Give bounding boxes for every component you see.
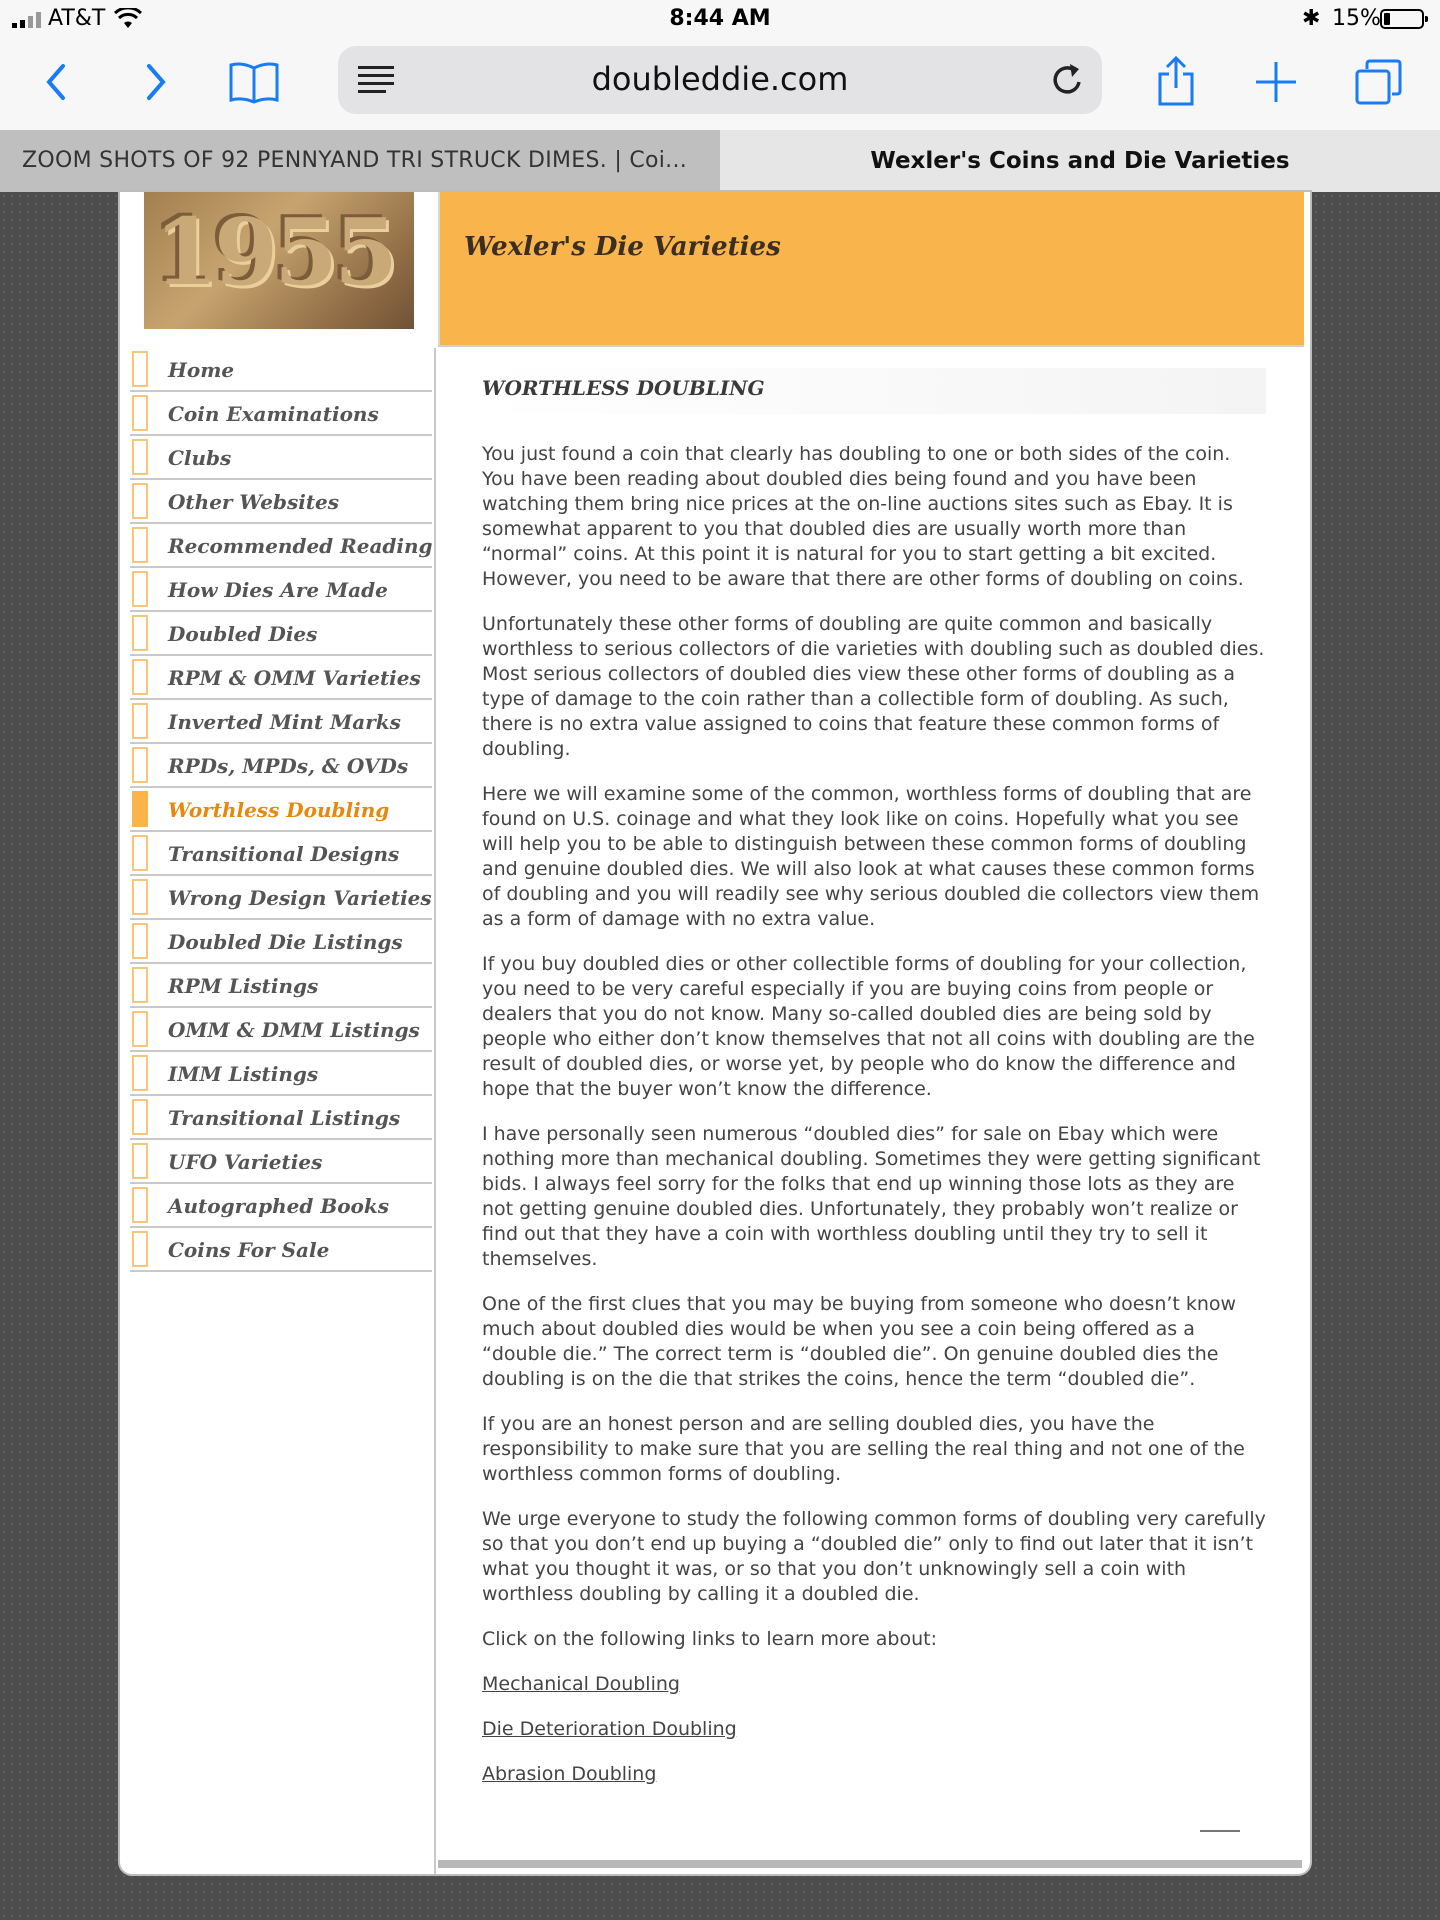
article bbox=[482, 368, 1266, 1807]
nav-marker bbox=[132, 1143, 148, 1179]
sidebar-item-clubs[interactable] bbox=[130, 436, 432, 480]
sidebar-item-coins-for-sale[interactable] bbox=[130, 1228, 432, 1272]
sidebar-item-ufo-varieties[interactable] bbox=[130, 1140, 432, 1184]
nav-marker bbox=[132, 571, 148, 607]
scroll-indicator bbox=[1200, 1818, 1240, 1832]
page-title: WORTHLESS DOUBLING bbox=[482, 368, 1266, 414]
logo-coin-image[interactable] bbox=[144, 192, 414, 329]
logo-text: 1955 bbox=[154, 198, 395, 306]
bookmarks-icon[interactable] bbox=[226, 54, 282, 110]
carrier-label: AT&T bbox=[48, 6, 106, 31]
sidebar-item-transitional-listings[interactable] bbox=[130, 1096, 432, 1140]
sidebar-item-label: Coins For Sale bbox=[168, 1238, 330, 1262]
reload-icon[interactable] bbox=[1048, 60, 1088, 100]
share-icon[interactable] bbox=[1148, 54, 1204, 110]
sidebar-item-worthless-doubling[interactable] bbox=[130, 788, 432, 832]
tab-zoom-shots[interactable] bbox=[0, 130, 720, 192]
sidebar-item-rpm-omm-varieties[interactable] bbox=[130, 656, 432, 700]
sidebar-item-doubled-dies[interactable] bbox=[130, 612, 432, 656]
sidebar-item-inverted-mint-marks[interactable] bbox=[130, 700, 432, 744]
sidebar-item-label: IMM Listings bbox=[168, 1062, 319, 1086]
sidebar-item-imm-listings[interactable] bbox=[130, 1052, 432, 1096]
nav-marker bbox=[132, 923, 148, 959]
nav-marker bbox=[132, 835, 148, 871]
nav-marker bbox=[132, 1187, 148, 1223]
nav-marker bbox=[132, 1231, 148, 1267]
sidebar-item-coin-examinations[interactable] bbox=[130, 392, 432, 436]
sidebar-item-label: Doubled Dies bbox=[168, 622, 318, 646]
article-links bbox=[482, 1672, 1266, 1787]
nav-marker bbox=[132, 747, 148, 783]
battery-icon bbox=[1380, 9, 1424, 29]
address-bar[interactable] bbox=[338, 46, 1102, 114]
nav-marker bbox=[132, 483, 148, 519]
sidebar-item-omm-dmm-listings[interactable] bbox=[130, 1008, 432, 1052]
tabs-icon[interactable] bbox=[1350, 54, 1406, 110]
bluetooth-icon: ✱ bbox=[1302, 6, 1321, 31]
sidebar-item-label: Worthless Doubling bbox=[168, 798, 390, 822]
sidebar-item-wrong-design-varieties[interactable] bbox=[130, 876, 432, 920]
paragraph: One of the first clues that you may be buying from someone who doesn’t know much about doubled dies would be when you see a coin being offered as a “double die.” The correct term is “doubled die”. On genuine doubled dies the doubling is on the die that strikes the coins, hence the term “doubled die”. bbox=[482, 1293, 1237, 1390]
nav-marker bbox=[132, 879, 148, 915]
sidebar-item-label: Autographed Books bbox=[168, 1194, 390, 1218]
sidebar-item-label: Transitional Listings bbox=[168, 1106, 401, 1130]
sidebar-item-label: Doubled Die Listings bbox=[168, 930, 403, 954]
sidebar-item-rpm-listings[interactable] bbox=[130, 964, 432, 1008]
nav-marker bbox=[132, 439, 148, 475]
paragraph: Unfortunately these other forms of doubling are quite common and basically worthless to serious collectors of die varieties with doubling such as doubled dies. Most serious collectors of doubled dies view these other forms of doubling as a type of damage to the coin rather than a collectible form of doubling. As such, there is no extra value assigned to coins that feature these common forms of doubling. bbox=[482, 613, 1265, 760]
article-link[interactable]: Mechanical Doubling bbox=[482, 1673, 680, 1695]
paragraph: We urge everyone to study the following common forms of doubling very carefully so that you don’t end up buying a “doubled die” only to find out later that it isn’t what you thought it was, or so that you don’t unknowingly sell a coin with worthless doubling by calling it a doubled die. bbox=[482, 1508, 1266, 1605]
sidebar-item-label: RPM & OMM Varieties bbox=[168, 666, 421, 690]
clock: 8:44 AM bbox=[669, 6, 771, 31]
sidebar-nav bbox=[130, 348, 432, 1272]
nav-marker bbox=[132, 1011, 148, 1047]
sidebar-item-label: RPDs, MPDs, & OVDs bbox=[168, 754, 409, 778]
sidebar-item-rpds-mpds-ovds[interactable] bbox=[130, 744, 432, 788]
sidebar-item-label: RPM Listings bbox=[168, 974, 319, 998]
battery-percentage: 15% bbox=[1332, 6, 1381, 31]
site-banner bbox=[438, 192, 1304, 347]
sidebar-item-label: How Dies Are Made bbox=[168, 578, 388, 602]
nav-marker bbox=[132, 791, 148, 827]
tab-label: ZOOM SHOTS OF 92 PENNYAND TRI STRUCK DIMES. | Coi... bbox=[22, 148, 688, 173]
sidebar-item-label: Wrong Design Varieties bbox=[168, 886, 432, 910]
article-link[interactable]: Die Deterioration Doubling bbox=[482, 1718, 737, 1740]
new-tab-icon[interactable] bbox=[1248, 54, 1304, 110]
nav-marker bbox=[132, 1099, 148, 1135]
sidebar-item-label: Other Websites bbox=[168, 490, 340, 514]
horizontal-scrollbar[interactable] bbox=[438, 1860, 1302, 1868]
forward-icon[interactable] bbox=[128, 54, 184, 110]
nav-marker bbox=[132, 659, 148, 695]
nav-marker bbox=[132, 703, 148, 739]
sidebar-item-autographed-books[interactable] bbox=[130, 1184, 432, 1228]
sidebar-item-label: OMM & DMM Listings bbox=[168, 1018, 420, 1042]
paragraph: I have personally seen numerous “doubled dies” for sale on Ebay which were nothing more than mechanical doubling. Sometimes they were getting significant bids. I always feel sorry for the folks that end up winning those lots as they are not getting genuine doubled dies. Unfortunately, they probably won’t realize or find out that they have a coin with worthless doubling until they try to sell it themselves. bbox=[482, 1123, 1261, 1270]
site-title: Wexler's Die Varieties bbox=[464, 232, 781, 262]
divider bbox=[434, 348, 436, 1874]
sidebar-item-recommended-reading[interactable] bbox=[130, 524, 432, 568]
tab-bar bbox=[0, 130, 1440, 192]
nav-marker bbox=[132, 351, 148, 387]
url-text: doubleddie.com bbox=[591, 60, 849, 98]
sidebar-item-label: UFO Varieties bbox=[168, 1150, 323, 1174]
paragraph: If you are an honest person and are selling doubled dies, you have the responsibility to make sure that you are selling the real thing and not one of the worthless common forms of doubling. bbox=[482, 1413, 1245, 1485]
sidebar-item-home[interactable] bbox=[130, 348, 432, 392]
nav-marker bbox=[132, 527, 148, 563]
status-bar bbox=[0, 0, 1440, 40]
nav-marker bbox=[132, 1055, 148, 1091]
sidebar-item-label: Inverted Mint Marks bbox=[168, 710, 401, 734]
article-body bbox=[482, 442, 1266, 1652]
tab-wexlers-coins[interactable] bbox=[720, 130, 1440, 192]
sidebar-item-other-websites[interactable] bbox=[130, 480, 432, 524]
paragraph: Click on the following links to learn more about: bbox=[482, 1628, 937, 1650]
sidebar-item-label: Coin Examinations bbox=[168, 402, 379, 426]
sidebar-item-label: Transitional Designs bbox=[168, 842, 400, 866]
nav-marker bbox=[132, 395, 148, 431]
sidebar-item-how-dies-are-made[interactable] bbox=[130, 568, 432, 612]
sidebar-item-label: Clubs bbox=[168, 446, 232, 470]
paragraph: Here we will examine some of the common, worthless forms of doubling that are found on U.S. coinage and what they look like on coins. Hopefully what you see will help you to be able to distinguish between these common forms of doubling and genuine doubled dies. We will also look at what causes these common forms of doubling and you will readily see why serious doubled die collectors view them as a form of damage with no extra value. bbox=[482, 783, 1260, 930]
article-link[interactable]: Abrasion Doubling bbox=[482, 1763, 657, 1785]
nav-marker bbox=[132, 967, 148, 1003]
web-page bbox=[120, 192, 1310, 1874]
browser-toolbar bbox=[0, 40, 1440, 130]
paragraph: You just found a coin that clearly has doubling to one or both sides of the coin. You have been reading about doubled dies being found and you have been watching them bring nice prices at the on-line auctions sites such as Ebay. It is somewhat apparent to you that doubled dies are usually worth more than “normal” coins. At this point it is natural for you to start getting a bit excited. However, you need to be aware that there are other forms of doubling on coins. bbox=[482, 443, 1244, 590]
back-icon[interactable] bbox=[28, 54, 84, 110]
paragraph: If you buy doubled dies or other collectible forms of doubling for your collection, you need to be very careful especially if you are buying coins from people or dealers that you do not know. Many so-called doubled dies are being sold by people who either don’t know themselves that not all coins with doubling are the result of doubled dies, or worse yet, by people who do know the difference and hope that the buyer won’t know the difference. bbox=[482, 953, 1255, 1100]
sidebar-item-transitional-designs[interactable] bbox=[130, 832, 432, 876]
sidebar-item-label: Recommended Reading bbox=[168, 534, 433, 558]
tab-label: Wexler's Coins and Die Varieties bbox=[870, 148, 1290, 174]
sidebar-item-doubled-die-listings[interactable] bbox=[130, 920, 432, 964]
nav-marker bbox=[132, 615, 148, 651]
sidebar-item-label: Home bbox=[168, 358, 235, 382]
